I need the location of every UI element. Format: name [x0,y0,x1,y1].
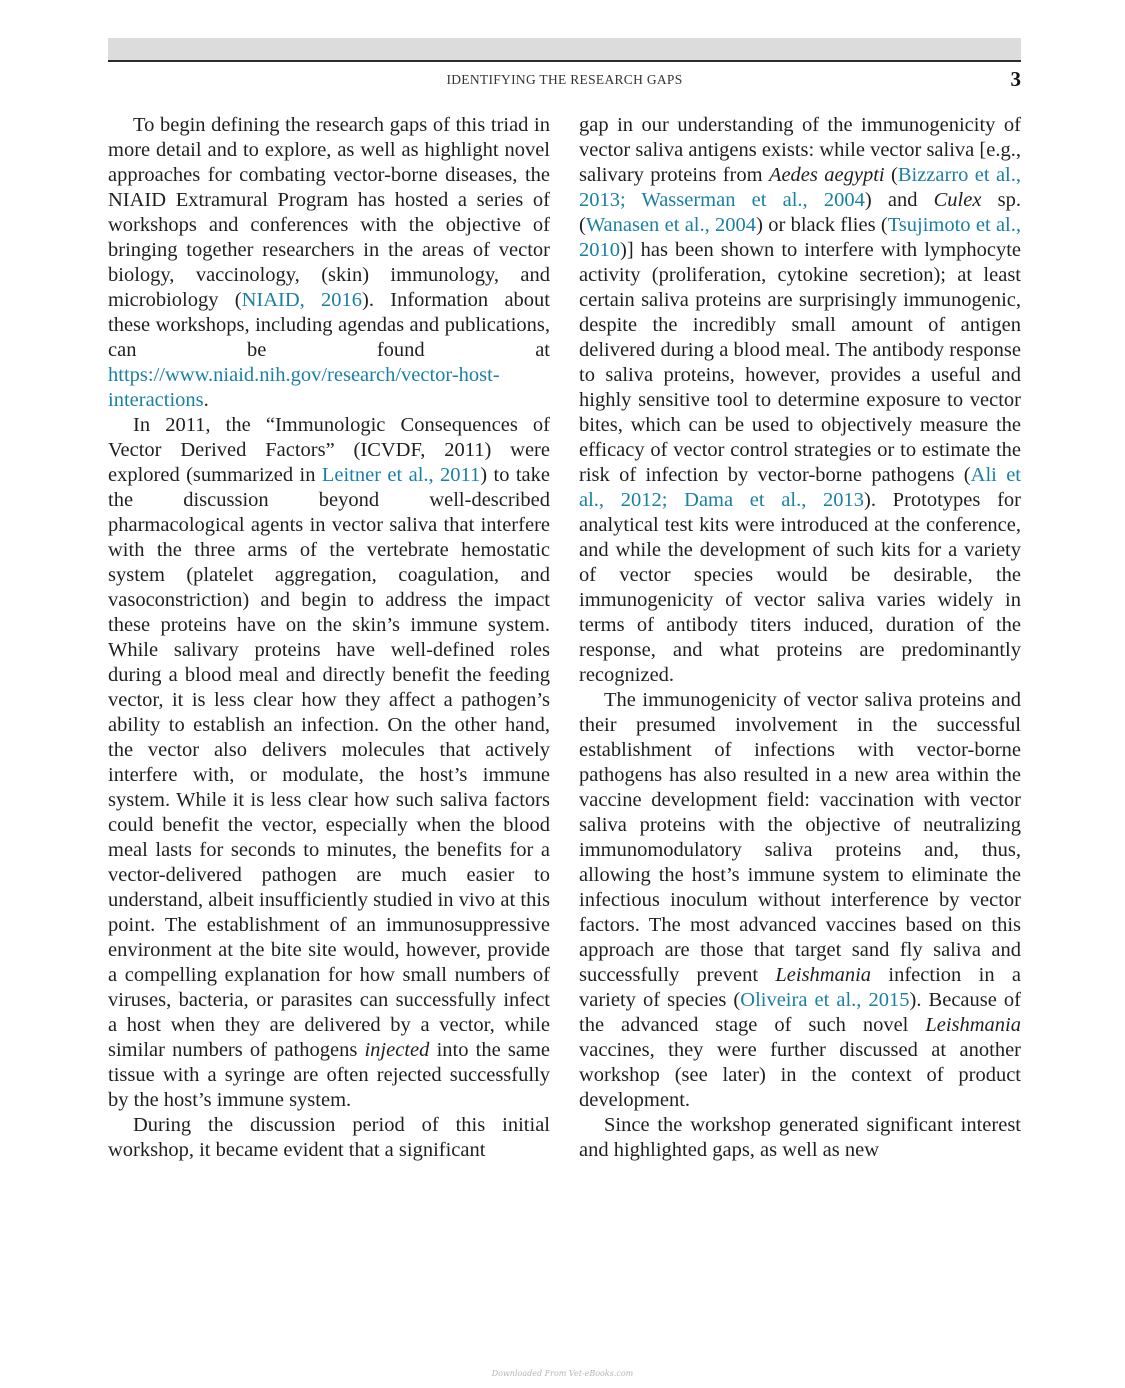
citation-link-ali-dama[interactable]: Ali et al., 2012; Dama et al., 2013 [579,464,1021,511]
text-span: ) or black flies ( [756,214,888,236]
citation-link-niaid-2016[interactable]: NIAID, 2016 [241,289,363,311]
citation-link-leitner-2011[interactable]: Leitner et al., 2011 [321,464,481,486]
paragraph-discussion-period [108,1113,550,1163]
citation-link-oliveira-2015[interactable]: Oliveira et al., 2015 [740,989,910,1011]
paragraph-workshops-intro [108,113,550,413]
text-span: The immunogenicity of vector saliva proteins and their presumed involvement in the successful establishment of infections with vector-borne pathogens has also resulted in a new area within the vaccine development field: vaccination with vector saliva proteins with the objective of neutralizing immunomodulatory saliva proteins and, thus, allowing the host’s immune system to eliminate the infectious inoculum without interference by vector factors. The most advanced vaccines based on this approach are those that target sand fly saliva and successfully prevent [579,689,1021,986]
running-head: IDENTIFYING THE RESEARCH GAPS [446,72,683,87]
species-name-leishmania: Leishmania [775,964,872,986]
emphasis-text: injected [364,1039,430,1061]
text-span: Since the workshop generated significant interest and highlighted gaps, as well as new [579,1114,1021,1161]
text-span: ) and [864,189,934,211]
text-span: vaccines, they were further discussed at another workshop (see later) in the context of product development. [579,1039,1021,1111]
paragraph-immunogenicity-gap [579,113,1021,688]
text-span: ). Prototypes for analytical test kits were introduced at the conference, and while the development of such kits for a variety of vector species would be desirable, the immunogenicity of vector saliva varies widely in terms of antibody titers induced, duration of the response, and what proteins are predominantly recognized. [579,489,1021,686]
page-number: 3 [1010,67,1021,91]
species-name-aedes-aegypti: Aedes aegypti [768,164,885,186]
text-span: During the discussion period of this initial workshop, it became evident that a significant [108,1114,550,1161]
header-bar [108,38,1021,62]
right-column [579,113,1021,1163]
text-span: sp. ( [579,189,1021,236]
paragraph-saliva-vaccines [579,688,1021,1113]
left-column [108,113,550,1163]
text-span: )] has been shown to interfere with lymphocyte activity (proliferation, cytokine secretion); at least certain saliva proteins are surprisingly immunogenic, despite the incredibly small amount of antigen delivered during a blood meal. The antibody response to saliva proteins, however, provides a useful and highly sensitive tool to determine exposure to vector bites, which can be used to objectively measure the efficacy of vector control strategies or to estimate the risk of infection by vector-borne pathogens ( [579,239,1021,486]
url-link-vector-host-interactions[interactable]: https://www.niaid.nih.gov/research/vector-host-interactions [108,364,500,411]
text-span: ). Because of the advanced stage of such novel [579,989,1021,1036]
text-span: ) to take the discussion beyond well-described pharmacological agents in vector saliva that interfere with the three arms of the vertebrate hemostatic system (platelet aggregation, coagulation, and vasoconstriction) and begin to address the impact these proteins have on the skin’s immune system. While salivary proteins have well-defined roles during a blood meal and directly benefit the feeding vector, it is less clear how they affect a pathogen’s ability to establish an infection. On the other hand, the vector also delivers molecules that actively interfere with, or modulate, the host’s immune system. While it is less clear how such saliva factors could benefit the vector, especially when the blood meal lasts for seconds to minutes, the benefits for a vector-delivered pathogen are much easier to understand, albeit insufficiently studied in vivo at this point. The establishment of an immunosuppressive environment at the bite site would, however, provide a compelling explanation for how small numbers of viruses, bacteria, or parasites can successfully infect a host when they are delivered by a vector, while similar numbers of pathogens [108,464,550,1061]
text-span: To begin defining the research gaps of this triad in more detail and to explore, as well as highlight novel approaches for combating vector-borne diseases, the NIAID Extramural Program has hosted a series of workshops and conferences with the objective of bringing together researchers in the areas of vector biology, vaccinology, (skin) immunology, and microbiology ( [108,114,550,311]
text-span: In 2011, the “Immunologic Consequences of Vector Derived Factors” (ICVDF, 2011) were explored (summarized in [108,414,550,486]
text-span: ( [884,164,898,186]
text-span: gap in our understanding of the immunogenicity of vector saliva antigens exists: while vector saliva [e.g., salivary proteins from [579,114,1021,186]
citation-link-tsujimoto-2010[interactable]: Tsujimoto et al., 2010 [579,214,1021,261]
text-span: into the same tissue with a syringe are often rejected successfully by the host’s immune system. [108,1039,550,1111]
footer-watermark: Downloaded From Vet-eBooks.com [491,1369,634,1378]
text-span: . [203,389,209,411]
species-name-leishmania: Leishmania [925,1014,1021,1036]
text-span: ). Information about these workshops, including agendas and publications, can be found at [108,289,550,361]
species-name-culex: Culex [933,189,982,211]
paragraph-workshop-interest [579,1113,1021,1163]
citation-link-wanasen-2004[interactable]: Wanasen et al., 2004 [585,214,757,236]
citation-link-bizzarro-wasserman[interactable]: Bizzarro et al., 2013; Wasserman et al., 2004 [579,164,1021,211]
paragraph-icvdf-2011 [108,413,550,1113]
text-span: infection in a variety of species ( [579,964,1022,1011]
